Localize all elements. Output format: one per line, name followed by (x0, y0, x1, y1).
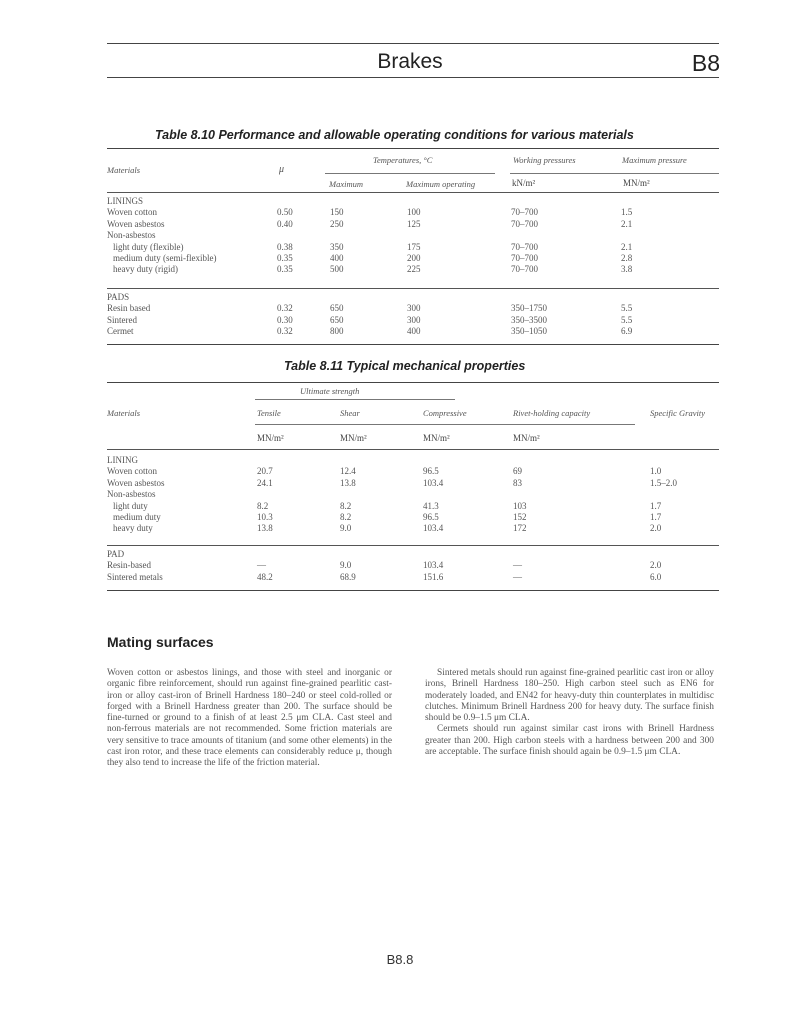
rivet-holding-cell: — (513, 571, 522, 582)
section-code: B8 (691, 50, 720, 76)
temp-max-cell: 650 (330, 303, 344, 314)
tensile-cell: 20.7 (257, 466, 273, 477)
temp-max-operating-cell: 300 (407, 314, 421, 325)
page-title: Brakes (377, 50, 443, 73)
right-column-text (425, 668, 714, 758)
tensile-cell: 48.2 (257, 571, 273, 582)
max-pressure-cell: 2.8 (621, 253, 633, 263)
material-cell: Resin-based (107, 560, 151, 571)
material-cell: Woven cotton (107, 207, 158, 218)
specific-gravity-cell: 6.0 (650, 571, 662, 582)
table-8-11-bottom-rule (107, 590, 719, 591)
t810-unit-kn: kN/m² (512, 178, 536, 188)
header-top-rule (107, 43, 719, 44)
material-cell: Woven cotton (107, 466, 158, 477)
material-cell: PAD (107, 549, 125, 559)
working-pressure-cell: 350–1750 (511, 303, 547, 314)
material-cell: Woven asbestos (107, 218, 165, 229)
max-pressure-cell: 2.1 (621, 218, 633, 229)
t810-head-working-pressures: Working pressures (513, 155, 576, 165)
right-paragraph-1: Sintered metals should run against fine-grained pearlitic cast iron or alloy irons, Brinell Hardness 180–250. High carbon steel such as EN6 for moderately loaded, and EN42 for heavy-duty thin counterplates in multidisc clutches. Minimum Brinell Hardness 200 for heavy duty. The surface finish should be 0.9–1.5 μm CLA. (425, 668, 714, 724)
t811-unit-shear: MN/m² (340, 433, 367, 443)
t811-head-sg: Specific Gravity (650, 408, 705, 418)
tensile-cell: 10.3 (257, 512, 273, 522)
max-pressure-cell: 5.5 (621, 303, 633, 314)
table-8-10-caption: Table 8.10 Performance and allowable operating conditions for various materials (155, 128, 634, 142)
t810-head-rule (107, 192, 719, 193)
page-number: B8.8 (386, 952, 414, 967)
section-heading: Mating surfaces (107, 634, 214, 650)
compressive-cell: 96.5 (423, 466, 439, 477)
header-bottom-rule (107, 77, 719, 78)
compressive-cell: 103.4 (423, 523, 444, 534)
compressive-cell: 151.6 (423, 571, 444, 582)
specific-gravity-cell: 1.7 (650, 512, 662, 522)
t810-head-materials: Materials (107, 165, 141, 175)
specific-gravity-cell: 2.0 (650, 560, 662, 571)
temp-max-cell: 350 (330, 241, 344, 252)
specific-gravity-cell: 1.7 (650, 500, 662, 511)
working-pressure-cell: 70–700 (511, 264, 538, 275)
temp-max-cell: 500 (330, 264, 344, 275)
t811-ultimate-span-rule (255, 399, 455, 400)
left-column-text (107, 668, 392, 770)
material-cell: Sintered (107, 314, 137, 325)
t811-head-compressive: Compressive (423, 408, 467, 418)
working-pressure-cell: 350–3500 (511, 314, 547, 325)
t811-unit-rule (255, 424, 635, 425)
mu-cell: 0.32 (277, 326, 293, 337)
rivet-holding-cell: 152 (513, 512, 527, 522)
t810-group-rule (107, 288, 719, 289)
compressive-cell: 41.3 (423, 500, 439, 511)
compressive-cell: 96.5 (423, 512, 439, 522)
t810-head-temp-max: Maximum (329, 179, 363, 189)
t811-unit-rivet: MN/m² (513, 433, 540, 443)
t810-head-temp-max-op: Maximum operating (406, 179, 476, 189)
shear-cell: 9.0 (340, 560, 352, 571)
material-cell: light duty (flexible) (113, 241, 184, 252)
t811-head-tensile: Tensile (257, 408, 281, 418)
temp-max-operating-cell: 300 (407, 303, 421, 314)
specific-gravity-cell: 2.0 (650, 523, 662, 534)
max-pressure-cell: 2.1 (621, 241, 633, 252)
temp-max-cell: 250 (330, 218, 344, 229)
compressive-cell: 103.4 (423, 477, 444, 488)
temp-max-operating-cell: 100 (407, 207, 421, 218)
specific-gravity-cell: 1.0 (650, 466, 662, 477)
mu-cell: 0.35 (277, 264, 293, 275)
rivet-holding-cell: 103 (513, 500, 527, 511)
working-pressure-cell: 70–700 (511, 253, 538, 263)
shear-cell: 8.2 (340, 500, 352, 511)
max-pressure-cell: 3.8 (621, 264, 633, 275)
material-cell: LINING (107, 455, 138, 465)
t810-temp-span-rule (325, 173, 495, 174)
material-cell: Non-asbestos (107, 489, 156, 500)
t811-unit-tensile: MN/m² (257, 433, 284, 443)
material-cell: Resin based (107, 303, 151, 314)
mu-cell: 0.30 (277, 314, 293, 325)
material-cell: Non-asbestos (107, 230, 156, 241)
tensile-cell: 8.2 (257, 500, 269, 511)
right-paragraph-2: Cermets should run against similar cast irons with Brinell Hardness greater than 200. High carbon steels with a hardness between 200 and 300 are acceptable. The surface finish should again be 0.9–1.5 μm CLA. (425, 724, 714, 758)
max-pressure-cell: 5.5 (621, 314, 633, 325)
material-cell: medium duty (semi-flexible) (113, 253, 217, 263)
t811-head-materials: Materials (107, 408, 141, 418)
t810-pressure-span-rule (510, 173, 719, 174)
working-pressure-cell: 350–1050 (511, 326, 547, 337)
t811-unit-compressive: MN/m² (423, 433, 450, 443)
temp-max-operating-cell: 175 (407, 241, 421, 252)
mu-cell: 0.38 (277, 241, 293, 252)
rivet-holding-cell: 83 (513, 477, 522, 488)
temp-max-operating-cell: 125 (407, 218, 421, 229)
temp-max-cell: 400 (330, 253, 344, 263)
rivet-holding-cell: — (513, 560, 522, 571)
temp-max-cell: 150 (330, 207, 344, 218)
rivet-holding-cell: 172 (513, 523, 527, 534)
material-cell: PADS (107, 292, 130, 302)
t811-group-rule (107, 545, 719, 546)
material-cell: heavy duty (113, 523, 153, 534)
max-pressure-cell: 1.5 (621, 207, 633, 218)
material-cell: heavy duty (rigid) (113, 264, 178, 275)
tensile-cell: 13.8 (257, 523, 273, 534)
t810-head-temperatures: Temperatures, °C (373, 155, 433, 165)
temp-max-operating-cell: 400 (407, 326, 421, 337)
table-8-11-top-rule (107, 382, 719, 383)
material-cell: LININGS (107, 196, 143, 206)
specific-gravity-cell: 1.5–2.0 (650, 477, 677, 488)
table-8-10-top-rule (107, 148, 719, 149)
rivet-holding-cell: 69 (513, 466, 522, 477)
temp-max-operating-cell: 200 (407, 253, 421, 263)
tensile-cell: — (257, 560, 266, 571)
shear-cell: 68.9 (340, 571, 356, 582)
table-8-10-bottom-rule (107, 344, 719, 345)
table-8-11-caption: Table 8.11 Typical mechanical properties (284, 359, 526, 373)
shear-cell: 12.4 (340, 466, 356, 477)
mu-cell: 0.40 (277, 218, 293, 229)
working-pressure-cell: 70–700 (511, 207, 538, 218)
max-pressure-cell: 6.9 (621, 326, 633, 337)
t811-head-rule (107, 449, 719, 450)
working-pressure-cell: 70–700 (511, 241, 538, 252)
material-cell: Cermet (107, 326, 134, 337)
temp-max-cell: 800 (330, 326, 344, 337)
t810-head-mu: μ (279, 164, 285, 175)
tensile-cell: 24.1 (257, 477, 273, 488)
mu-cell: 0.32 (277, 303, 293, 314)
temp-max-cell: 650 (330, 314, 344, 325)
compressive-cell: 103.4 (423, 560, 444, 571)
t811-head-ultimate: Ultimate strength (300, 386, 360, 396)
working-pressure-cell: 70–700 (511, 218, 538, 229)
shear-cell: 8.2 (340, 512, 352, 522)
t810-unit-mn: MN/m² (623, 178, 650, 188)
mu-cell: 0.50 (277, 207, 293, 218)
mu-cell: 0.35 (277, 253, 293, 263)
shear-cell: 13.8 (340, 477, 356, 488)
material-cell: Sintered metals (107, 571, 163, 582)
t811-head-shear: Shear (340, 408, 360, 418)
material-cell: Woven asbestos (107, 477, 165, 488)
temp-max-operating-cell: 225 (407, 264, 421, 275)
t811-head-rivet: Rivet-holding capacity (513, 408, 591, 418)
t810-head-maximum-pressure: Maximum pressure (622, 155, 687, 165)
left-paragraph: Woven cotton or asbestos linings, and those with steel and inorganic or organic fibre reinforcement, should run against fine-grained pearlitic cast-iron or alloy cast-iron of Brinell Hardness 180–240 or steel cold-rolled or forged with a Brinell Hardness greater than 200. The surface should be fine-turned or ground to a finish of at least 2.5 μm CLA. Cast steel and non-ferrous materials are not recommended. Some friction materials are very sensitive to trace amounts of titanium (and some other elements) in the cast iron rotor, and these trace elements can considerably reduce μ, though they also tend to increase the life of the friction material. (107, 668, 392, 769)
material-cell: medium duty (113, 512, 161, 522)
shear-cell: 9.0 (340, 523, 352, 534)
material-cell: light duty (113, 500, 148, 511)
